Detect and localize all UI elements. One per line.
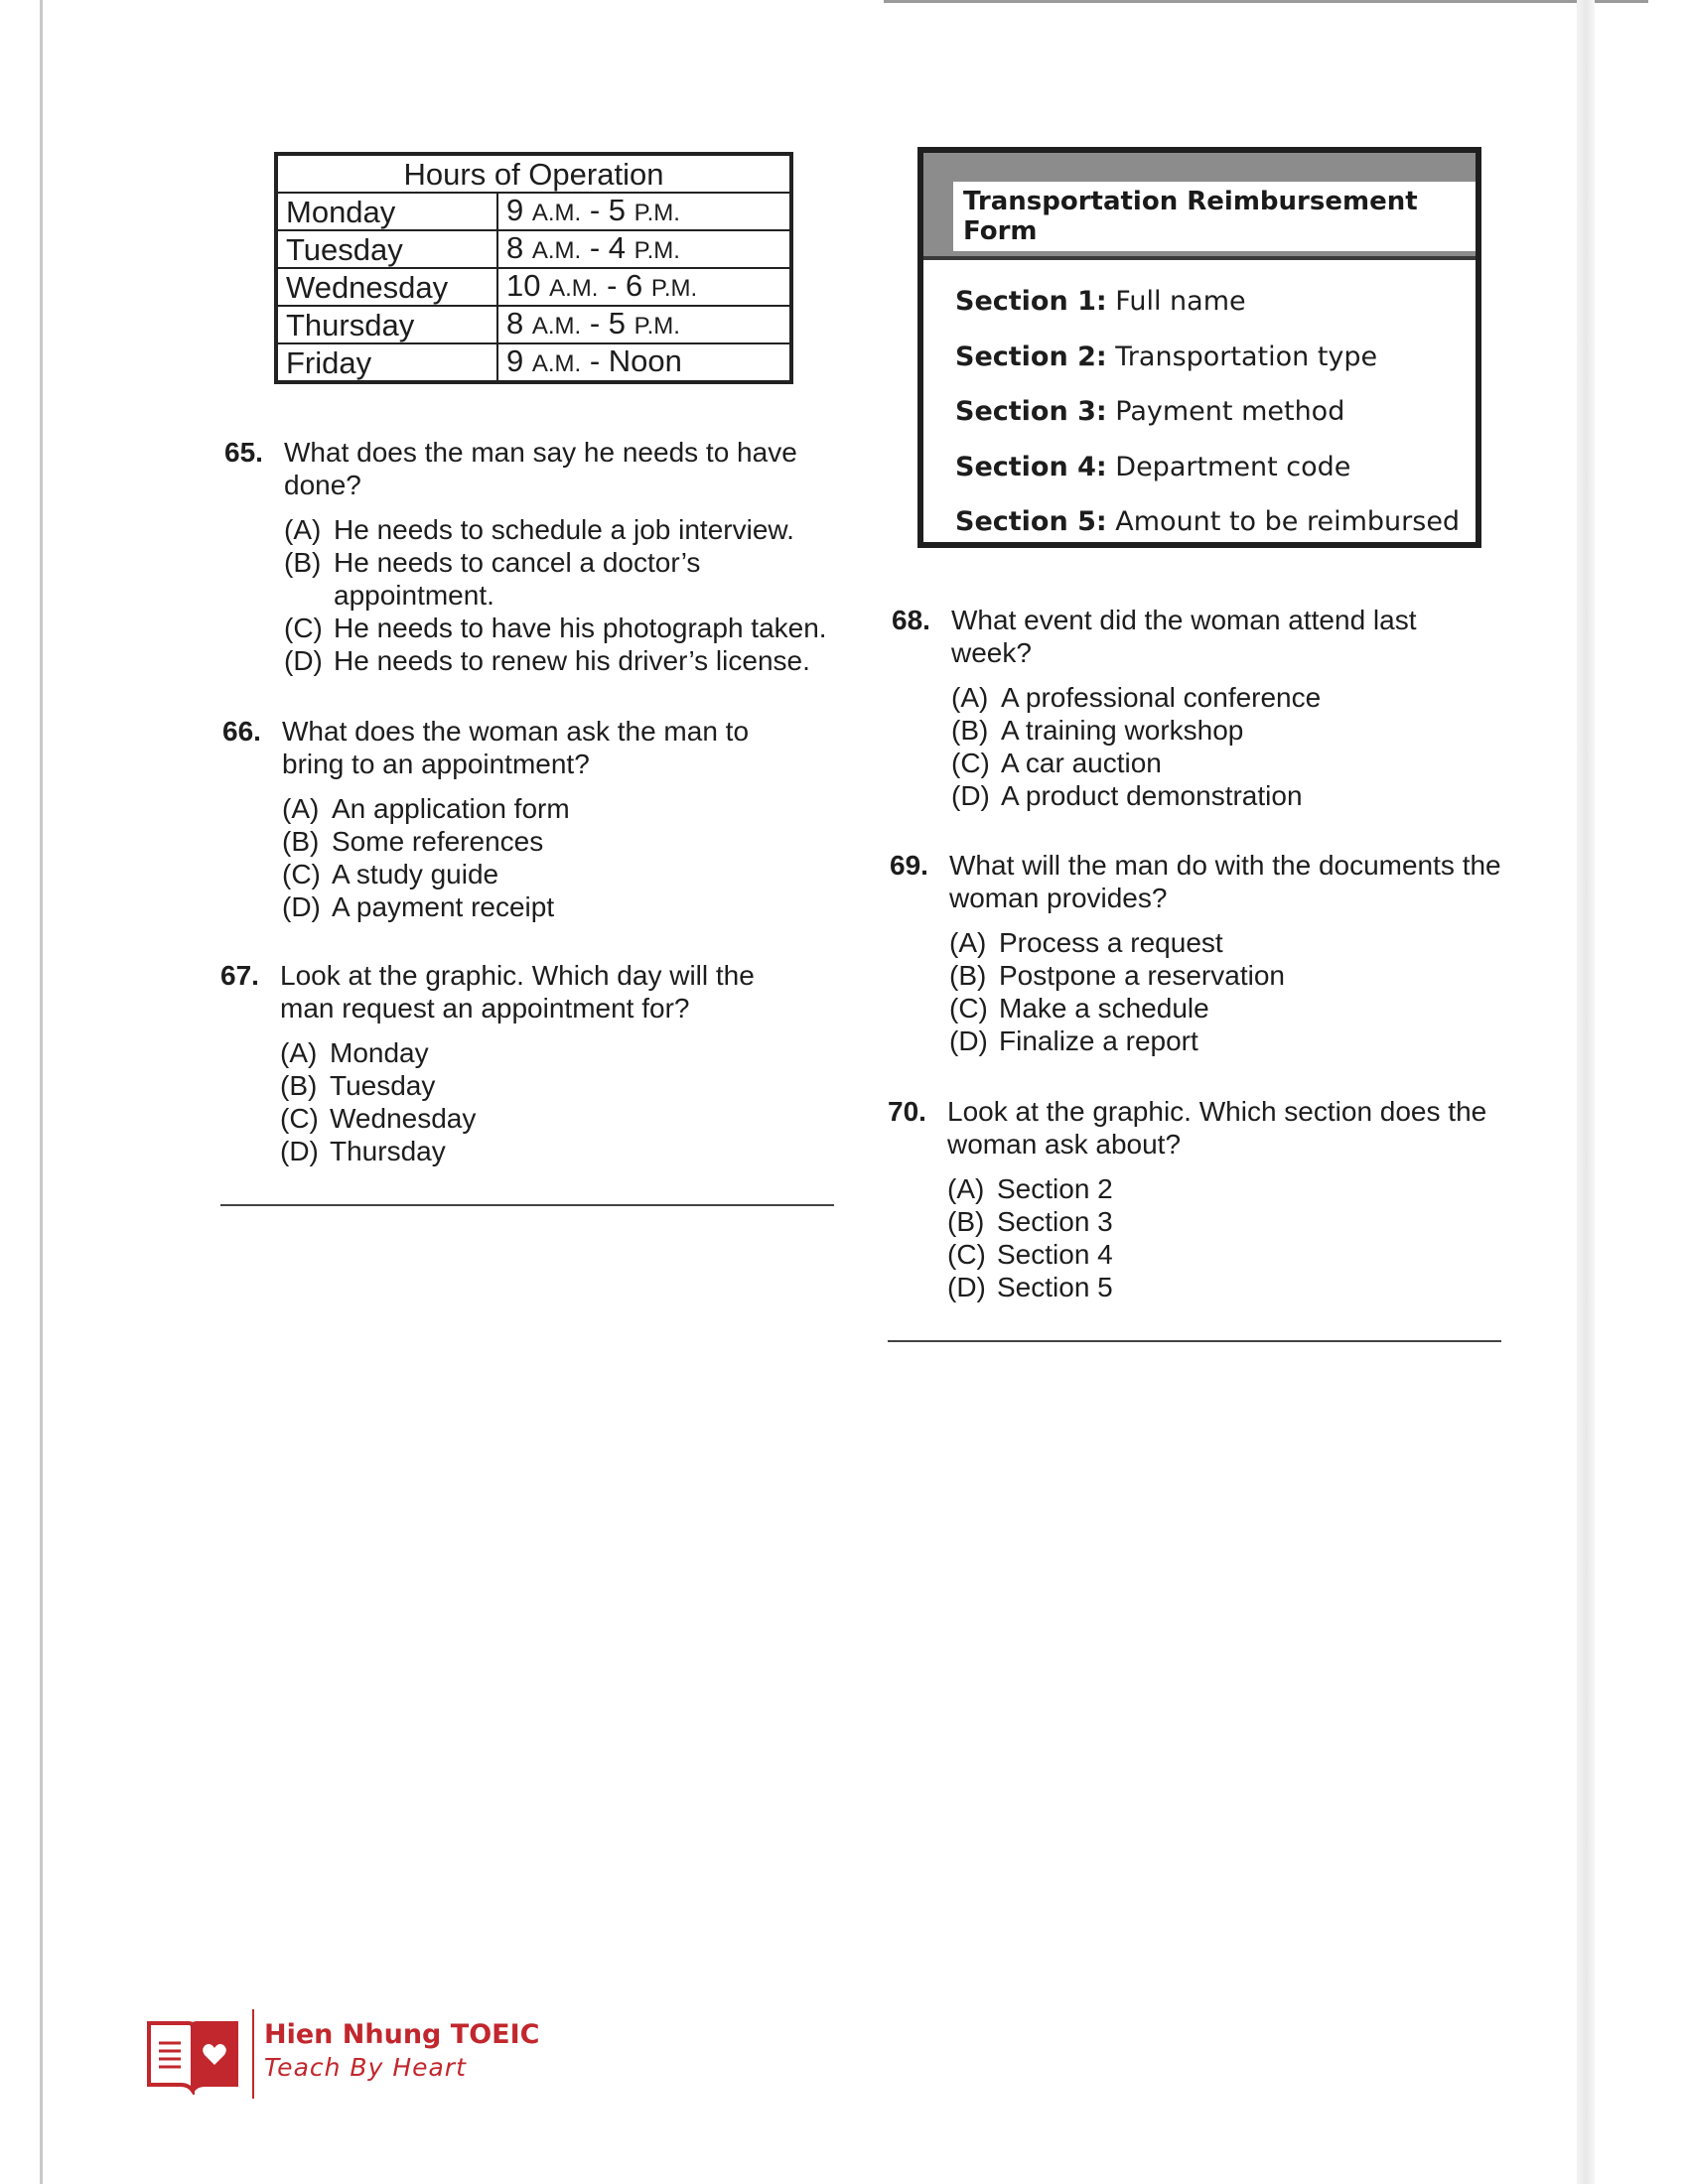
answer-options — [947, 1172, 1523, 1303]
table-row — [276, 306, 791, 343]
brand-tagline: Teach By Heart — [264, 2053, 467, 2082]
reimbursement-form-graphic — [917, 147, 1481, 548]
hours-cell: 10 A.M. - 6 P.M. — [497, 268, 791, 306]
hours-cell: 8 A.M. - 4 P.M. — [497, 230, 791, 268]
question-text: What does the woman ask the man to bring to an appointment? — [282, 716, 750, 779]
answer-option[interactable]: (B) Postpone a reservation — [949, 960, 1285, 991]
answer-options — [280, 1036, 836, 1167]
answer-option[interactable]: (D) Finalize a report — [949, 1025, 1198, 1056]
hours-cell: 9 A.M. - 5 P.M. — [497, 193, 791, 230]
answer-option[interactable]: (D) He needs to renew his driver’s license. — [284, 645, 810, 676]
answer-option[interactable]: (A) A professional conference — [951, 682, 1322, 713]
form-section-row: Section 5: Amount to be reimbursed — [955, 506, 1461, 537]
question-text: Look at the graphic. Which day will the man request an appointment for? — [280, 960, 755, 1024]
question-69 — [890, 849, 1525, 1057]
question-70 — [888, 1095, 1523, 1303]
form-section-row: Section 4: Department code — [955, 451, 1351, 482]
answer-option[interactable]: (C) He needs to have his photograph taken. — [284, 613, 827, 643]
form-section-row: Section 1: Full name — [955, 286, 1246, 317]
brand-name: Hien Nhung TOEIC — [264, 2019, 540, 2050]
answer-option[interactable]: (B) A training workshop — [951, 715, 1244, 746]
answer-option[interactable]: (C) Make a schedule — [949, 993, 1209, 1024]
answer-option[interactable]: (A) An application form — [282, 793, 570, 824]
answer-option[interactable]: (D) Thursday — [280, 1136, 446, 1166]
answer-option[interactable]: (D) Section 5 — [947, 1272, 1113, 1302]
answer-option[interactable]: (D) A payment receipt — [282, 891, 555, 922]
question-number: 70. — [888, 1096, 926, 1127]
answer-option[interactable]: (C) A study guide — [282, 859, 499, 889]
logo-divider — [252, 2009, 254, 2099]
answer-options — [949, 926, 1525, 1057]
answer-option[interactable]: (A) Process a request — [949, 927, 1223, 958]
scan-edge-top — [884, 0, 1648, 3]
day-cell: Tuesday — [276, 230, 497, 268]
question-number: 66. — [222, 716, 261, 747]
hours-of-operation-table — [274, 152, 793, 384]
section-divider — [888, 1340, 1501, 1342]
answer-option[interactable]: (C) A car auction — [951, 748, 1162, 778]
question-text: What does the man say he needs to have done? — [284, 437, 797, 500]
table-row — [276, 268, 791, 306]
table-row — [276, 193, 791, 230]
answer-option[interactable]: (B) Tuesday — [280, 1070, 436, 1101]
form-section-row: Section 3: Payment method — [955, 396, 1345, 427]
day-cell: Wednesday — [276, 268, 497, 306]
day-cell: Friday — [276, 343, 497, 382]
form-sections — [923, 260, 1476, 550]
hours-cell: 8 A.M. - 5 P.M. — [497, 306, 791, 343]
answer-option[interactable]: (A) Monday — [280, 1037, 429, 1068]
form-section-row: Section 2: Transportation type — [955, 341, 1378, 372]
question-text: Look at the graphic. Which section does the woman ask about? — [947, 1096, 1487, 1160]
question-number: 69. — [890, 850, 928, 881]
table-title: Hours of Operation — [276, 154, 791, 193]
brand-logo — [145, 2009, 562, 2105]
answer-options — [284, 513, 840, 677]
answer-option[interactable]: (B) Section 3 — [947, 1206, 1113, 1237]
question-number: 65. — [224, 437, 263, 468]
question-number: 68. — [892, 605, 930, 635]
answer-options — [951, 681, 1507, 812]
table-row — [276, 343, 791, 382]
book-heart-icon — [145, 2015, 240, 2095]
question-66 — [222, 715, 838, 923]
answer-options — [282, 792, 838, 923]
table-row — [276, 230, 791, 268]
question-68 — [892, 604, 1507, 812]
answer-option[interactable]: (B) Some references — [282, 826, 544, 857]
day-cell: Thursday — [276, 306, 497, 343]
answer-option[interactable]: (D) A product demonstration — [951, 780, 1303, 811]
question-65 — [224, 436, 840, 677]
scan-edge-left — [40, 0, 43, 2184]
section-divider — [220, 1204, 834, 1206]
question-67 — [220, 959, 836, 1167]
answer-option[interactable]: (B) He needs to cancel a doctor’s appointment. — [284, 547, 701, 611]
form-header — [923, 153, 1476, 260]
answer-option[interactable]: (C) Wednesday — [280, 1103, 477, 1134]
question-text: What event did the woman attend last week? — [951, 605, 1417, 668]
day-cell: Monday — [276, 193, 497, 230]
question-text: What will the man do with the documents the woman provides? — [949, 850, 1501, 913]
answer-option[interactable]: (A) Section 2 — [947, 1173, 1113, 1204]
answer-option[interactable]: (C) Section 4 — [947, 1239, 1113, 1270]
question-number: 67. — [220, 960, 259, 991]
scan-edge-right — [1577, 0, 1595, 2184]
hours-cell: 9 A.M. - Noon — [497, 343, 791, 382]
form-title: Transportation Reimbursement Form — [953, 182, 1476, 251]
answer-option[interactable]: (A) He needs to schedule a job interview. — [284, 514, 794, 545]
